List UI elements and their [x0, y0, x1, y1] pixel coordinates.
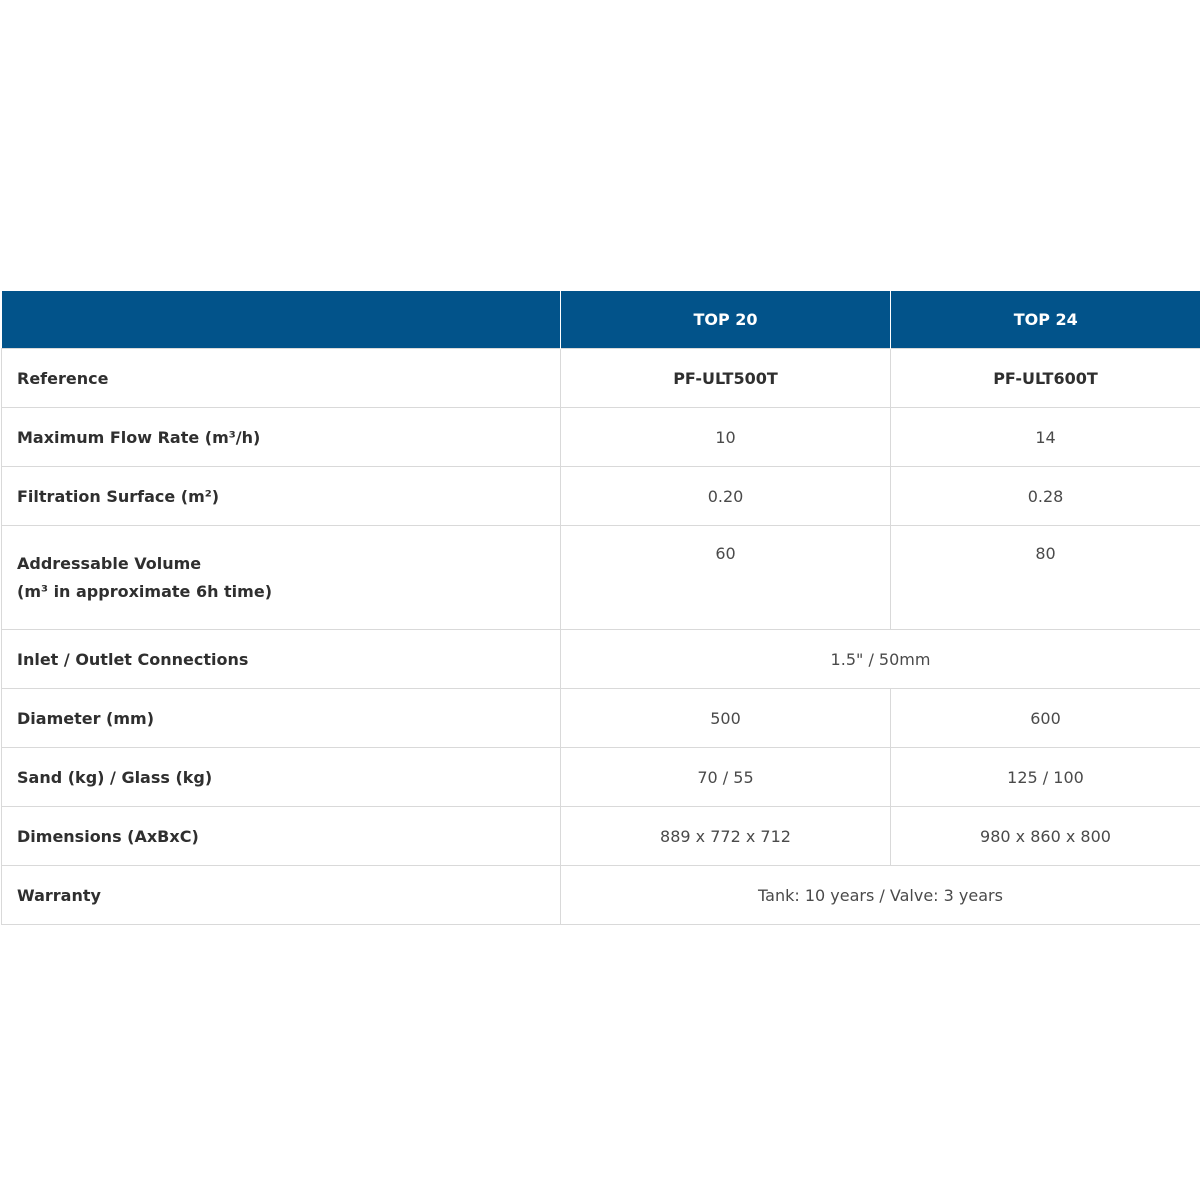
row-label: Warranty: [2, 866, 561, 925]
cell-merged: 1.5" / 50mm: [561, 630, 1200, 689]
cell-top24: 980 x 860 x 800: [891, 807, 1200, 866]
header-model-top24: TOP 24: [891, 291, 1200, 349]
header-row: [2, 291, 1200, 349]
row-connections: [2, 630, 1200, 689]
row-addressable-volume: [2, 526, 1200, 630]
cell-top24: 14: [891, 408, 1200, 467]
row-label: Inlet / Outlet Connections: [2, 630, 561, 689]
row-sand-glass: [2, 748, 1200, 807]
row-label: Filtration Surface (m²): [2, 467, 561, 526]
cell-top24: 80: [891, 526, 1200, 630]
row-label: Diameter (mm): [2, 689, 561, 748]
cell-top24: PF-ULT600T: [891, 349, 1200, 408]
header-model-top20: TOP 20: [561, 291, 891, 349]
row-label: [2, 526, 561, 630]
row-filtration-surface: [2, 467, 1200, 526]
cell-top20: 500: [561, 689, 891, 748]
cell-top24: 0.28: [891, 467, 1200, 526]
row-dimensions: [2, 807, 1200, 866]
cell-top20: 10: [561, 408, 891, 467]
header-label-cell: [2, 291, 561, 349]
row-diameter: [2, 689, 1200, 748]
cell-top20: PF-ULT500T: [561, 349, 891, 408]
row-label: Reference: [2, 349, 561, 408]
cell-top24: 125 / 100: [891, 748, 1200, 807]
row-reference: [2, 349, 1200, 408]
spec-table: [1, 291, 1200, 925]
row-warranty: [2, 866, 1200, 925]
cell-top20: 60: [561, 526, 891, 630]
row-label: Dimensions (AxBxC): [2, 807, 561, 866]
row-label: Maximum Flow Rate (m³/h): [2, 408, 561, 467]
row-label-line1: Addressable Volume: [17, 553, 202, 573]
row-label-line2: (m³ in approximate 6h time): [17, 581, 272, 601]
cell-top20: 889 x 772 x 712: [561, 807, 891, 866]
cell-merged: Tank: 10 years / Valve: 3 years: [561, 866, 1200, 925]
row-flow-rate: [2, 408, 1200, 467]
cell-top20: 0.20: [561, 467, 891, 526]
row-label: Sand (kg) / Glass (kg): [2, 748, 561, 807]
cell-top20: 70 / 55: [561, 748, 891, 807]
cell-top24: 600: [891, 689, 1200, 748]
